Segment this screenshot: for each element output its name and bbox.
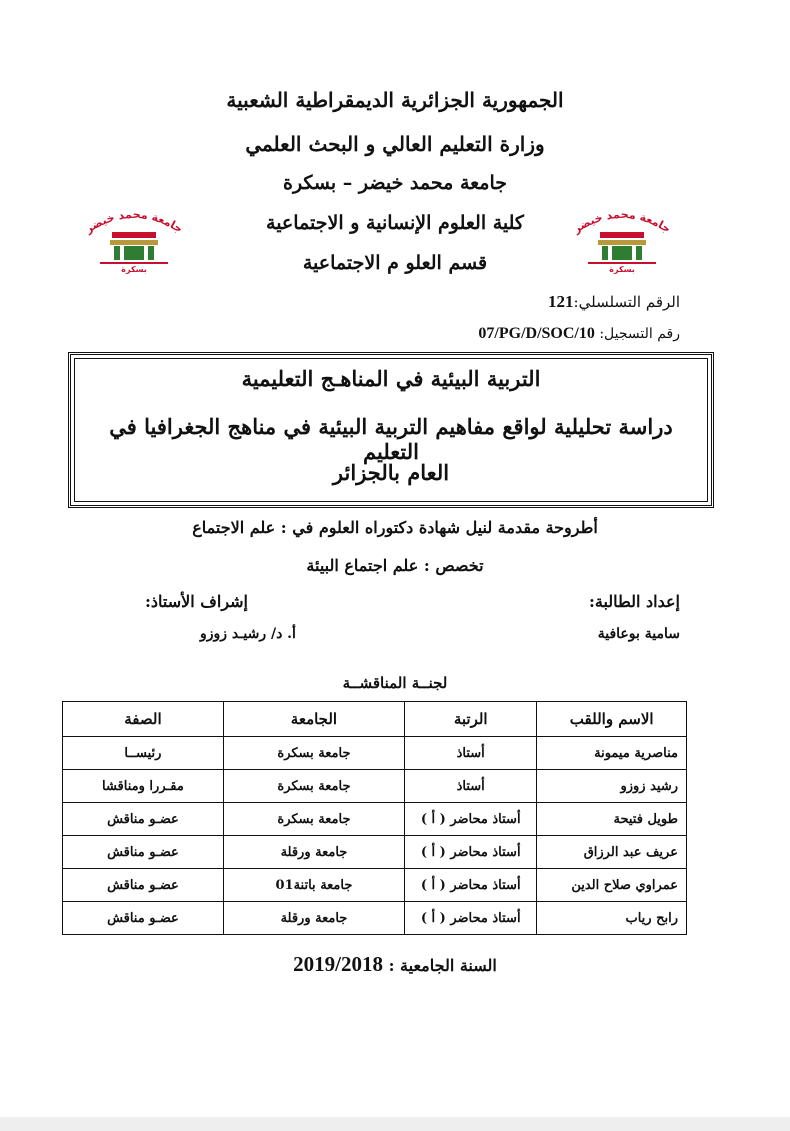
academic-year-value: 2019/2018 bbox=[293, 952, 383, 976]
prepared-by-label: إعداد الطالبة: bbox=[588, 592, 680, 611]
member-rank: أستاذ محاضر ( أ ) bbox=[405, 803, 537, 836]
table-row bbox=[63, 737, 687, 770]
thesis-title-line-3: العام بالجزائر bbox=[332, 460, 450, 485]
header-rank: الرتبة bbox=[405, 702, 537, 737]
member-university: جامعة بسكرة bbox=[223, 737, 404, 770]
member-rank: أستاذ محاضر ( أ ) bbox=[405, 836, 537, 869]
thesis-title-line-2: دراسة تحليلية لواقع مفاهيم التربية البيئية في مناهج الجغرافيا في التعليم bbox=[109, 414, 673, 464]
member-name: رابح رياب bbox=[537, 902, 687, 935]
committee-title: لجنــة المناقشــة bbox=[342, 674, 448, 692]
member-name: عريف عبد الرزاق bbox=[537, 836, 687, 869]
page-bottom-strip bbox=[0, 1117, 790, 1131]
header-role: الصفة bbox=[63, 702, 224, 737]
academic-year bbox=[0, 952, 790, 977]
member-rank: أستاذ bbox=[405, 737, 537, 770]
ministry-title: وزارة التعليم العالي و البحث العلمي bbox=[245, 132, 545, 156]
member-role: عضـو مناقش bbox=[63, 902, 224, 935]
thesis-degree: أطروحة مقدمة لنيل شهادة دكتوراه العلوم في : علم الاجتماع bbox=[192, 518, 598, 537]
member-role: عضـو مناقش bbox=[63, 803, 224, 836]
table-row bbox=[63, 869, 687, 902]
supervisor-label: إشراف الأستاذ: bbox=[145, 592, 248, 611]
svg-text:جامعة محمد خيضر bbox=[570, 208, 673, 236]
member-role: رئيســا bbox=[63, 737, 224, 770]
header-university: الجامعة bbox=[223, 702, 404, 737]
committee-table bbox=[62, 701, 687, 935]
serial-label: الرقم التسلسلي: bbox=[573, 293, 680, 311]
table-row bbox=[63, 803, 687, 836]
university-title: جامعة محمد خيضر – بسكرة bbox=[282, 172, 508, 194]
table-row bbox=[63, 770, 687, 803]
registration-number bbox=[478, 325, 680, 343]
university-logo-left bbox=[80, 202, 188, 274]
member-role: عضـو مناقش bbox=[63, 869, 224, 902]
logo-city-text: بسكرة bbox=[609, 265, 635, 274]
member-name: طويل فتيحة bbox=[537, 803, 687, 836]
member-university: جامعة بسكرة bbox=[223, 770, 404, 803]
thesis-title-line-1: التربية البيئية في المناهـج التعليمية bbox=[241, 366, 541, 391]
registration-label: رقم التسجيل: bbox=[594, 326, 680, 342]
member-rank: أستاذ bbox=[405, 770, 537, 803]
specialty: تخصص : علم اجتماع البيئة bbox=[306, 556, 484, 575]
serial-value: 121 bbox=[548, 292, 574, 311]
member-university: جامعة ورقلة bbox=[223, 902, 404, 935]
member-university: جامعة ورقلة bbox=[223, 836, 404, 869]
member-rank: أستاذ محاضر ( أ ) bbox=[405, 902, 537, 935]
academic-year-label: السنة الجامعية : bbox=[383, 956, 497, 975]
member-name: عمراوي صلاح الدين bbox=[537, 869, 687, 902]
svg-text:جامعة محمد خيضر bbox=[82, 208, 185, 236]
student-name: سامية بوعافية bbox=[597, 626, 680, 642]
logo-arc-text: جامعة محمد خيضر bbox=[570, 207, 674, 236]
table-row bbox=[63, 902, 687, 935]
member-role: مقـررا ومناقشا bbox=[63, 770, 224, 803]
member-university: جامعة باتنة01 bbox=[223, 869, 404, 902]
header-name: الاسم واللقب bbox=[537, 702, 687, 737]
department-title: قسم العلو م الاجتماعية bbox=[302, 252, 488, 274]
member-name: رشيد زوزو bbox=[537, 770, 687, 803]
member-name: مناصرية ميمونة bbox=[537, 737, 687, 770]
member-rank: أستاذ محاضر ( أ ) bbox=[405, 869, 537, 902]
university-logo-right bbox=[568, 202, 676, 274]
table-header-row bbox=[63, 702, 687, 737]
republic-title: الجمهورية الجزائرية الديمقراطية الشعبية bbox=[226, 88, 564, 112]
logo-arc-text: جامعة محمد خيضر bbox=[82, 207, 186, 236]
supervisor-name: أ. د/ رشيـد زوزو bbox=[200, 626, 296, 642]
member-university: جامعة بسكرة bbox=[223, 803, 404, 836]
faculty-title: كلية العلوم الإنسانية و الاجتماعية bbox=[266, 212, 524, 234]
registration-value: 07/PG/D/SOC/10 bbox=[478, 325, 595, 342]
member-role: عضـو مناقش bbox=[63, 836, 224, 869]
table-row bbox=[63, 836, 687, 869]
serial-number bbox=[548, 292, 680, 312]
logo-city-text: بسكرة bbox=[121, 265, 147, 274]
